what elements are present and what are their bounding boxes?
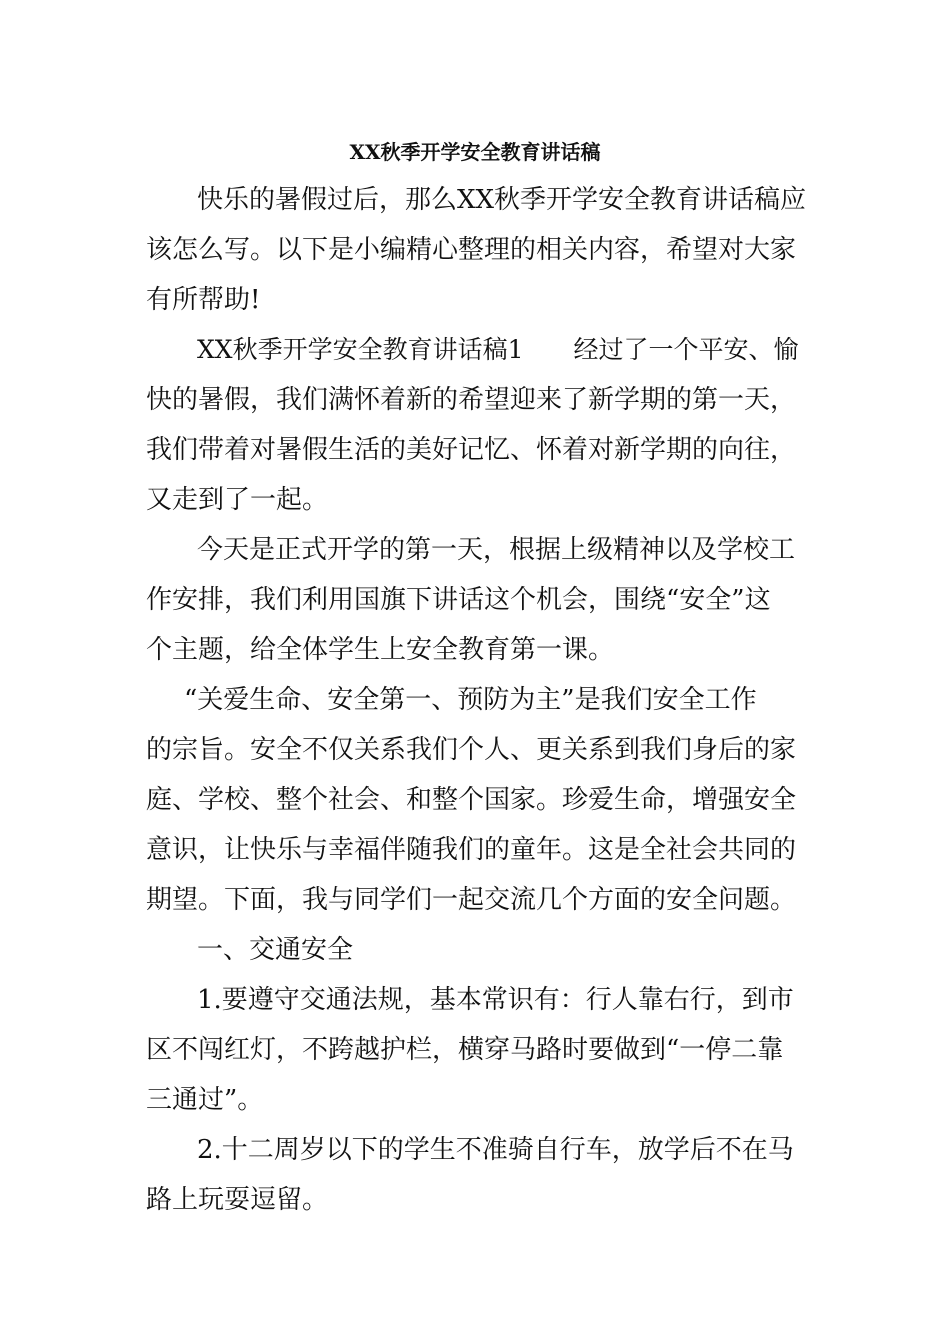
document-title: XX秋季开学安全教育讲话稿 — [349, 140, 601, 164]
text-line: 我们带着对暑假生活的美好记忆、怀着对新学期的向往， — [146, 435, 797, 465]
text-line: 路上玩耍逗留。 — [146, 1185, 329, 1215]
text-line: 庭、学校、整个社会、和整个国家。珍爱生命，增强安全 — [146, 785, 797, 815]
text-line: 作安排，我们利用国旗下讲话这个机会，围绕“安全”这 — [146, 585, 771, 615]
text-line: 三通过”。 — [146, 1085, 264, 1115]
text-line: 区不闯红灯，不跨越护栏，横穿马路时要做到“一停二靠 — [146, 1035, 784, 1065]
section-heading: 一、交通安全 — [197, 935, 354, 965]
text-line: 2.十二周岁以下的学生不准骑自行车，放学后不在马 — [197, 1135, 794, 1165]
text-line: 的宗旨。安全不仅关系我们个人、更关系到我们身后的家 — [146, 735, 797, 765]
text-line: 1.要遵守交通法规，基本常识有：行人靠右行，到市 — [197, 985, 794, 1015]
text-line: 快乐的暑假过后，那么XX秋季开学安全教育讲话稿应 — [197, 185, 807, 215]
text-line: 该怎么写。以下是小编精心整理的相关内容，希望对大家 — [146, 235, 797, 265]
text-line: 个主题，给全体学生上安全教育第一课。 — [146, 635, 615, 665]
text-line: 快的暑假，我们满怀着新的希望迎来了新学期的第一天， — [146, 385, 797, 415]
text-line: 意识，让快乐与幸福伴随我们的童年。这是全社会共同的 — [146, 835, 797, 865]
text-line: 有所帮助! — [146, 285, 261, 315]
text-line: XX秋季开学安全教育讲话稿1 经过了一个平安、愉 — [197, 335, 799, 364]
text-line: 今天是正式开学的第一天，根据上级精神以及学校工 — [197, 535, 796, 565]
text-line: “关爱生命、安全第一、预防为主”是我们安全工作 — [184, 685, 757, 715]
text-line: 期望。下面，我与同学们一起交流几个方面的安全问题。 — [146, 885, 797, 915]
text-line: 又走到了一起。 — [146, 485, 329, 515]
